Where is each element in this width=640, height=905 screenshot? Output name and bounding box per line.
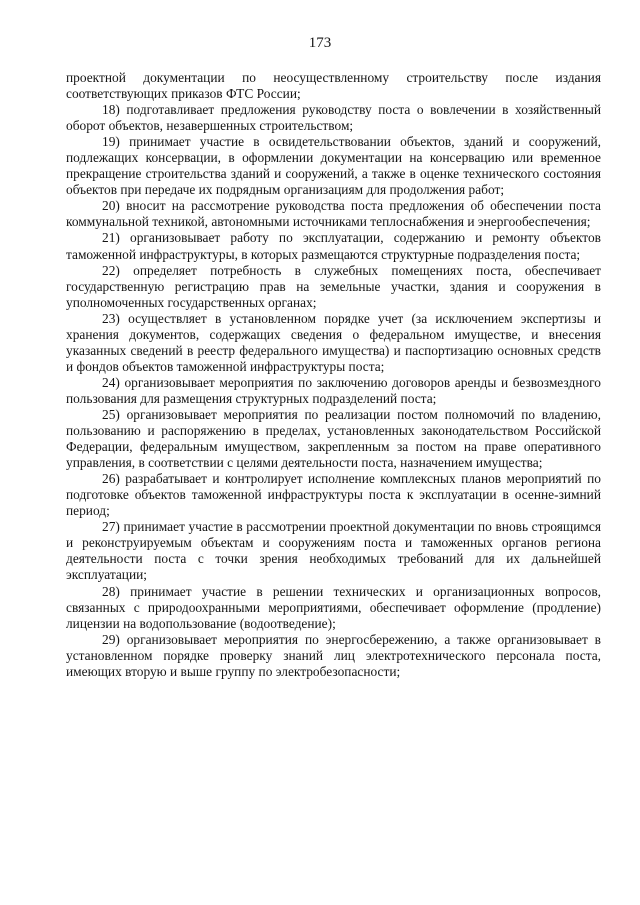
paragraph-item-23: 23) осуществляет в установленном порядке учет (за исключением экспертизы и хранения документов, содержащих сведения о федеральном имуществе, и внесения указанных сведений в реестр федерального имущества) и паспортизацию основных средств и фондов объектов таможенной инфраструктуры поста;	[66, 310, 601, 374]
paragraph-item-20: 20) вносит на рассмотрение руководства поста предложения об обеспечении поста коммунальной техникой, автономными источниками теплоснабжения и энергообеспечения;	[66, 198, 601, 230]
paragraph-item-28: 28) принимает участие в решении технических и организационных вопросов, связанных с природоохранными мероприятиями, обеспечивает оформление (продление) лицензии на водопользование (водоотведение);	[66, 583, 601, 631]
document-body	[66, 70, 601, 680]
paragraph-item-18: 18) подготавливает предложения руководству поста о вовлечении в хозяйственный оборот объектов, незавершенных строительством;	[66, 102, 601, 134]
paragraph-continuation: проектной документации по неосуществленному строительству после издания соответствующих приказов ФТС России;	[66, 70, 601, 102]
paragraph-item-24: 24) организовывает мероприятия по заключению договоров аренды и безвозмездного пользования для размещения структурных подразделений поста;	[66, 374, 601, 406]
paragraph-item-27: 27) принимает участие в рассмотрении проектной документации по вновь строящимся и реконструируемым объектам и сооружениям поста и таможенных органов региона деятельности поста с точки зрения необходимых требований для их дальнейшей эксплуатации;	[66, 519, 601, 583]
paragraph-item-22: 22) определяет потребность в служебных помещениях поста, обеспечивает государственную регистрацию прав на земельные участки, здания и сооружения в уполномоченных государственных органах;	[66, 262, 601, 310]
paragraph-item-29: 29) организовывает мероприятия по энергосбережению, а также организовывает в установленном порядке проверку знаний лиц электротехнического персонала поста, имеющих вторую и выше группу по электробезопасности;	[66, 631, 601, 679]
page-number: 173	[308, 35, 332, 51]
paragraph-item-25: 25) организовывает мероприятия по реализации постом полномочий по владению, пользованию и распоряжению в пределах, установленных законодательством Российской Федерации, федеральным имуществом, закрепленным за постом на праве оперативного управления, в соответствии с целями деятельности поста, назначением имущества;	[66, 406, 601, 471]
paragraph-item-21: 21) организовывает работу по эксплуатации, содержанию и ремонту объектов таможенной инфраструктуры, в которых размещаются структурные подразделения поста;	[66, 230, 601, 262]
paragraph-item-26: 26) разрабатывает и контролирует исполнение комплексных планов мероприятий по подготовке объектов таможенной инфраструктуры поста к эксплуатации в осенне-зимний период;	[66, 471, 601, 519]
paragraph-item-19: 19) принимает участие в освидетельствовании объектов, зданий и сооружений, подлежащих консервации, в оформлении документации на консервацию или временное прекращение строительства зданий и сооружений, а также в оценке технического состояния объектов при передаче их подрядным организациям для продолжения работ;	[66, 134, 601, 198]
